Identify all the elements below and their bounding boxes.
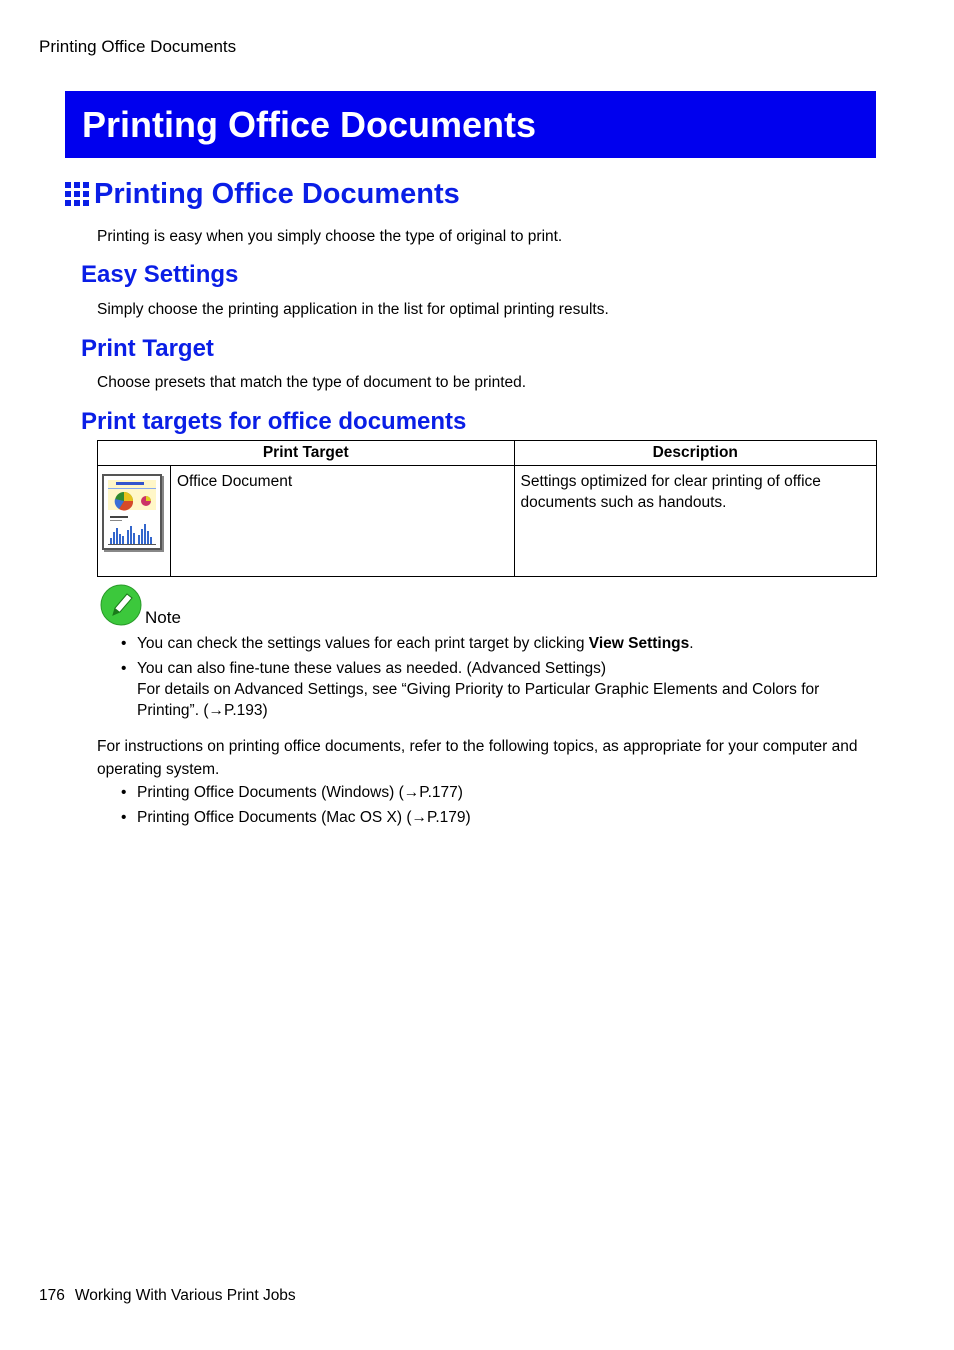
list-item xyxy=(121,633,837,654)
print-target-heading: Print Target xyxy=(81,335,214,362)
list-item xyxy=(121,658,837,721)
grid-icon xyxy=(65,182,89,206)
page-number: 176 xyxy=(39,1287,65,1304)
note-bullet2-line2: For details on Advanced Settings, see “Giving Priority to Particular Graphic Elements and Colors for Printing”. (→P.193) xyxy=(137,681,820,719)
note-bullets xyxy=(121,633,837,725)
instructions-text: For instructions on printing office documents, refer to the following topics, as appropriate for your computer and operating system. xyxy=(97,738,858,778)
note-bullet1-end: . xyxy=(689,635,694,652)
note-label: Note xyxy=(145,608,181,627)
table-header-row xyxy=(98,441,877,466)
print-target-text: Choose presets that match the type of document to be printed. xyxy=(97,374,527,391)
section-heading xyxy=(65,176,460,212)
easy-settings-heading: Easy Settings xyxy=(81,261,239,288)
windows-link[interactable]: Printing Office Documents (Windows) (→P.177) xyxy=(137,784,463,801)
running-header: Printing Office Documents xyxy=(39,37,237,56)
mac-link[interactable]: Printing Office Documents (Mac OS X) (→P.179) xyxy=(137,809,471,826)
footer-chapter: Working With Various Print Jobs xyxy=(74,1287,296,1304)
pencil-note-icon xyxy=(100,584,142,626)
table-row xyxy=(98,466,877,577)
office-document-thumbnail-icon xyxy=(102,474,162,550)
banner-title: Printing Office Documents xyxy=(82,103,537,145)
description-cell: Settings optimized for clear printing of office documents such as handouts. xyxy=(514,466,877,577)
targets-table-heading: Print targets for office documents xyxy=(81,408,467,435)
section-intro: Printing is easy when you simply choose the type of original to print. xyxy=(97,228,563,245)
print-target-cell: Office Document xyxy=(170,466,514,577)
column-header-description: Description xyxy=(514,441,877,466)
thumbnail-cell xyxy=(98,466,171,577)
section-title: Printing Office Documents xyxy=(94,177,460,210)
page-footer xyxy=(39,1287,296,1305)
easy-settings-text: Simply choose the printing application in the list for optimal printing results. xyxy=(97,301,609,318)
note-bullet1-text: You can check the settings values for each print target by clicking xyxy=(137,635,589,652)
instruction-links xyxy=(121,782,471,832)
print-targets-table xyxy=(97,440,877,577)
column-header-print-target: Print Target xyxy=(98,441,515,466)
note-header xyxy=(100,584,181,626)
view-settings-label: View Settings xyxy=(588,635,690,652)
list-item[interactable] xyxy=(121,782,471,803)
list-item[interactable] xyxy=(121,807,471,828)
note-bullet2-line1: You can also fine-tune these values as needed. (Advanced Settings) xyxy=(137,660,607,677)
chapter-banner xyxy=(65,91,876,158)
